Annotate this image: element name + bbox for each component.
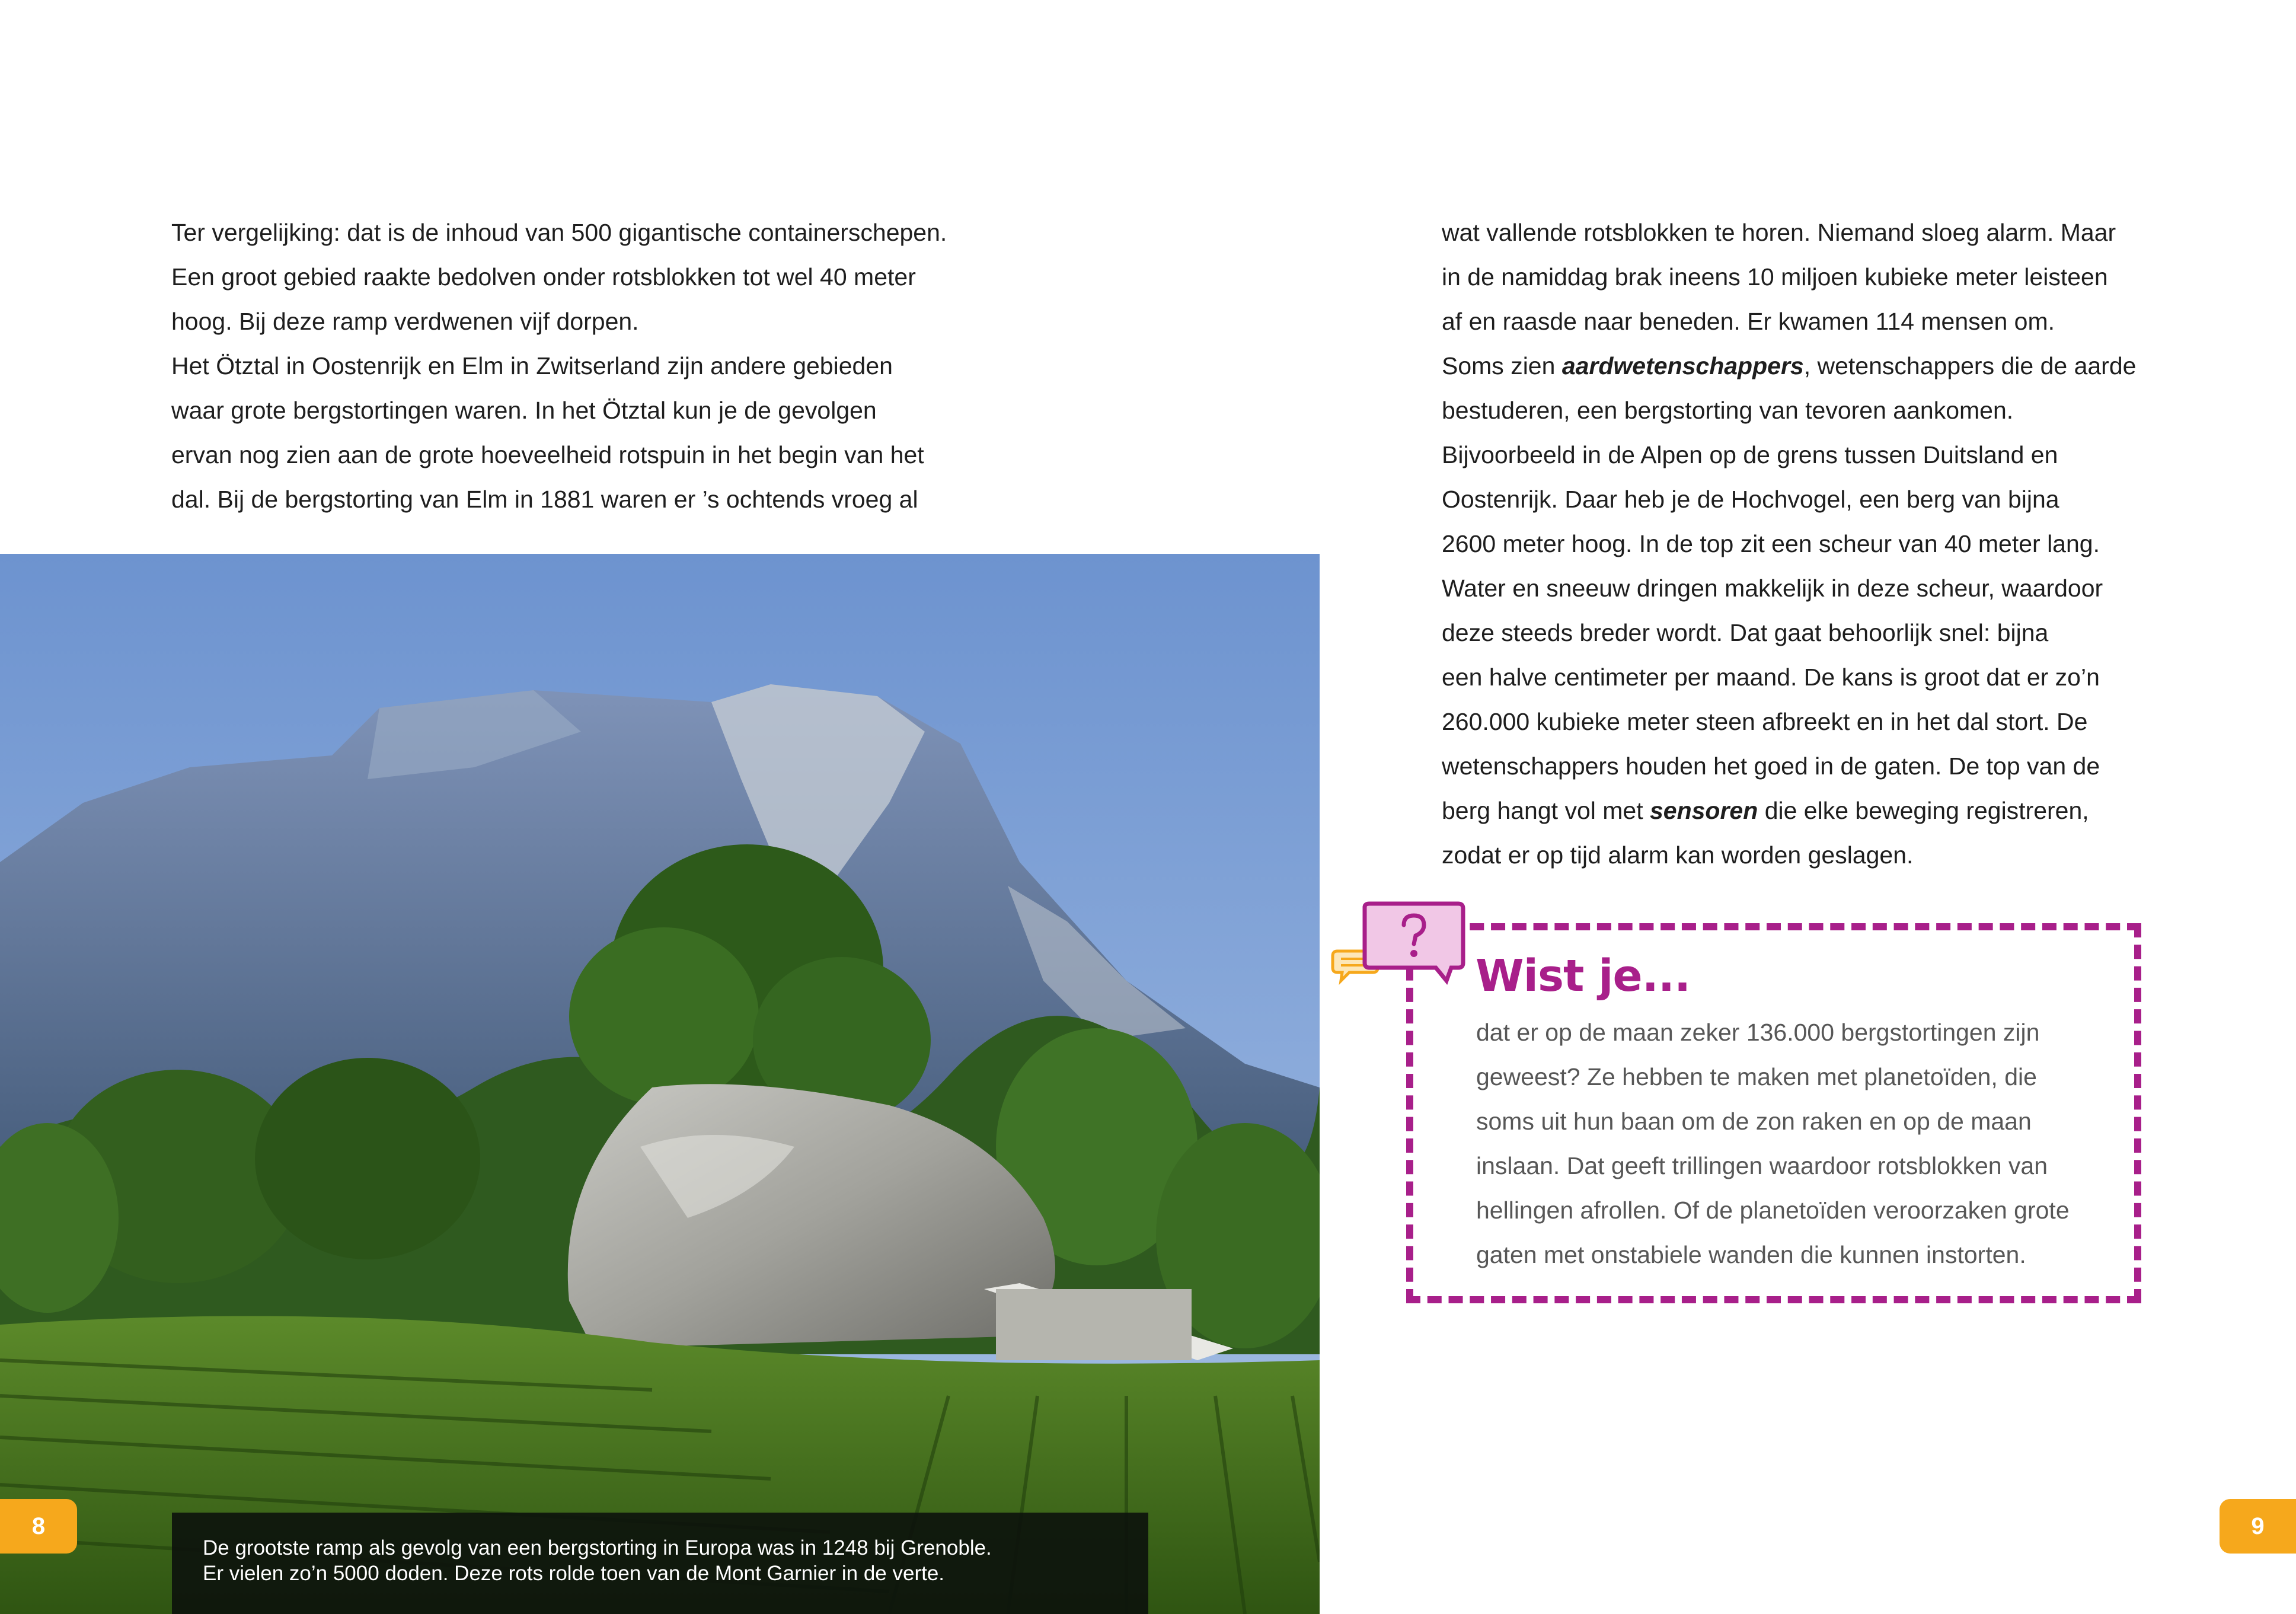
right-line: deze steeds breder wordt. Dat gaat behoorlijk snel: bijna (1442, 619, 2049, 646)
left-line: ervan nog zien aan de grote hoeveelheid rotspuin in het begin van het (171, 441, 924, 468)
right-column-text (1442, 210, 2136, 878)
right-line: 2600 meter hoog. In de top zit een scheur van 40 meter lang. (1442, 530, 2100, 557)
wist-je-body (1476, 1010, 2070, 1277)
wist-je-title: Wist je... (1476, 950, 1691, 1001)
left-line: Een groot gebied raakte bedolven onder rotsblokken tot wel 40 meter (171, 263, 916, 291)
text-run: , wetenschappers die de aarde (1803, 352, 2137, 379)
question-speech-bubble-icon (1328, 901, 1470, 990)
left-line: Het Ötztal in Oostenrijk en Elm in Zwitserland zijn andere gebieden (171, 352, 893, 379)
right-line: 260.000 kubieke meter steen afbreekt en in het dal stort. De (1442, 708, 2088, 735)
right-line: in de namiddag brak ineens 10 miljoen kubieke meter leisteen (1442, 263, 2108, 291)
caption-line: Er vielen zo’n 5000 doden. Deze rots rolde toen van de Mont Garnier in de verte. (203, 1562, 945, 1585)
text-run: berg hangt vol met (1442, 797, 1650, 824)
left-line: dal. Bij de bergstorting van Elm in 1881 waren er ’s ochtends vroeg al (171, 486, 918, 513)
left-line: hoog. Bij deze ramp verdwenen vijf dorpen. (171, 308, 639, 335)
right-line: een halve centimeter per maand. De kans is groot dat er zo’n (1442, 664, 2100, 691)
wist-je-line: soms uit hun baan om de zon raken en op de maan (1476, 1108, 2032, 1135)
caption-line: De grootste ramp als gevolg van een bergstorting in Europa was in 1248 bij Grenoble. (203, 1536, 992, 1559)
page-number-left: 8 (0, 1499, 77, 1554)
page-number-right: 9 (2220, 1499, 2296, 1554)
wist-je-line: dat er op de maan zeker 136.000 bergstortingen zijn (1476, 1019, 2040, 1046)
right-line (1442, 344, 2136, 388)
wist-je-line: gaten met onstabiele wanden die kunnen instorten. (1476, 1241, 2026, 1268)
wist-je-line: hellingen afrollen. Of de planetoïden veroorzaken grote (1476, 1197, 2070, 1224)
right-line (1442, 789, 2136, 833)
glossary-term-aardwetenschappers[interactable]: aardwetenschappers (1561, 352, 1804, 379)
right-line: Oostenrijk. Daar heb je de Hochvogel, een berg van bijna (1442, 486, 2059, 513)
wist-je-line: inslaan. Dat geeft trillingen waardoor rotsblokken van (1476, 1152, 2048, 1179)
right-line: Bijvoorbeeld in de Alpen op de grens tussen Duitsland en (1442, 441, 2058, 468)
right-line: wat vallende rotsblokken te horen. Niemand sloeg alarm. Maar (1442, 219, 2116, 246)
right-line: Water en sneeuw dringen makkelijk in deze scheur, waardoor (1442, 575, 2103, 602)
right-line: wetenschappers houden het goed in de gaten. De top van de (1442, 752, 2100, 780)
wist-je-line: geweest? Ze hebben te maken met planetoïden, die (1476, 1063, 2037, 1090)
left-line: waar grote bergstortingen waren. In het Ötztal kun je de gevolgen (171, 397, 877, 424)
right-line: bestuderen, een bergstorting van tevoren aankomen. (1442, 397, 2014, 424)
left-column-text (171, 210, 947, 522)
photo-caption (172, 1513, 1148, 1614)
left-line: Ter vergelijking: dat is de inhoud van 500 gigantische containerschepen. (171, 219, 947, 246)
glossary-term-sensoren[interactable]: sensoren (1649, 797, 1758, 824)
text-run: die elke beweging registreren, (1758, 797, 2089, 824)
right-line: af en raasde naar beneden. Er kwamen 114 mensen om. (1442, 308, 2055, 335)
right-line: zodat er op tijd alarm kan worden geslagen. (1442, 841, 1914, 869)
text-run: Soms zien (1442, 352, 1562, 379)
mountain-vineyard-photo (0, 554, 1320, 1614)
